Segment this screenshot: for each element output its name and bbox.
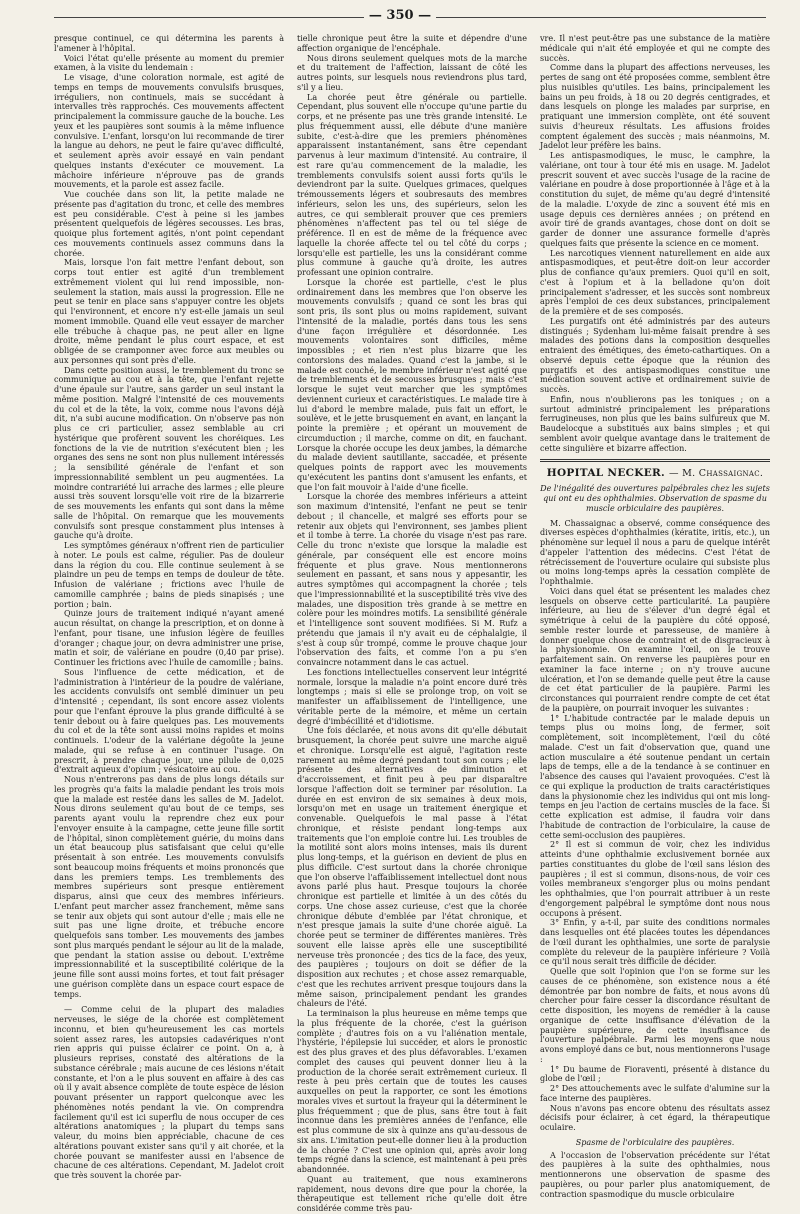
paragraph: Le visage, d'une coloration normale, est agité de temps en temps de mouvements convulsifs brusques, irréguliers, non continuels, mais se succédant à intervalles très rapprochés. Ces mouvements affectent principalement la commissure gauche de la bouche. Les yeux et les paupières sont soumis à la même influence convulsive. L'enfant, lorsqu'on lui recommande de tirer la langue au dehors, ne peut le faire qu'avec difficulté, et seulement après avoir essayé en vain pendant quelques instants d'exécuter ce mouvement. La mâchoire inférieure n'éprouve pas de grands mouvements, et la parole est assez facile. [54,73,284,190]
paragraph: 1° Du baume de Fioraventi, présenté à distance du globe de l'œil ; [540,1064,770,1084]
paragraph: M. Chassaignac a observé, comme conséquence des diverses espèces d'ophthalmies (kératite, iritis, etc.), un phénomène sur lequel il nous a paru de quelque intérêt d'appeler l'attention des médecins. C'est l'état de rétrécissement de l'ouverture oculaire qui subsiste plus ou moins long-temps après la cessation complète de l'ophthalmie. [540,518,770,586]
paragraph: Voici dans quel état se présentent les malades chez lesquels on observe cette particularité. La paupière inférieure, au lieu de s'élever d'un degré égal et symétrique à celui de la paupière du côté opposé, semble rester lourde et paresseuse, de manière à donner quelque chose de contraint et de disgracieux à la physionomie. On examine l'œil, on le trouve parfaitement sain. On renverse les paupières pour en examiner la face interne ; on n'y trouve aucune ulcération, et l'on se demande quelle peut être la cause de cet état particulier de la paupière. Parmi les circonstances qui pourraient rendre compte de cet état de la paupière, on pourrait invoquer les suivantes : [540,586,770,713]
paragraph: Quinze jours de traitement indiqué n'ayant amené aucun résultat, on change la prescription, et on donne à l'enfant, pour tisane, une infusion légère de feuilles d'oranger ; chaque jour, on devra administrer une prise, matin et soir, de valériane en poudre (0,40 par prise). Continuer les frictions avec l'huile de camomille ; bains. [54,609,284,667]
paragraph: Nous n'entrerons pas dans de plus longs détails sur les progrès qu'a faits la maladie pendant les trois mois que la malade est restée dans les salles de M. Jadelot. Nous dirons seulement qu'au bout de ce temps, ses parents ayant voulu la reprendre chez eux pour l'envoyer ensuite à la campagne, cette jeune fille sortit de l'hôpital, sinon complètement guérie, du moins dans un état beaucoup plus satisfaisant que celui qu'elle présentait à son entrée. Les mouvements convulsifs sont beaucoup moins fréquents et moins prononcés que dans les premiers temps. Les tremblements des membres supérieurs sont presque entièrement disparus, ainsi que ceux des membres inférieurs. L'enfant peut marcher assez franchement, même sans se tenir aux objets qui sont autour d'elle ; mais elle ne suit pas une ligne droite, et trébuche encore quelquefois sans tomber. Les mouvements des jambes sont plus marqués pendant le séjour au lit de la malade, que pendant la station assise ou debout. L'extrême impressionnabilité et la susceptibilité colérique de la jeune fille sont aussi moins fortes, et tout fait présager une guérison complète dans un espace court espace de temps. [54,775,284,999]
paragraph: — Comme celui de la plupart des maladies nerveuses, le siége de la chorée est complètement inconnu, et bien qu'heureusement les cas mortels soient assez rares, les autopsies cadavériques n'ont rien appris qui puisse éclairer ce point. On a, à plusieurs reprises, constaté des altérations de la substance cérébrale ; mais aucune de ces lésions n'était constante, et l'on a le plus souvent en affaire à des cas où il y avait absence complète de toute espèce de lésion pouvant présenter un rapport quelconque avec les phénomènes notés pendant la vie. On comprendra facilement qu'il est ici superflu de nous occuper de ces altérations anatomiques ; la plupart du temps sans valeur, du moins bien appréciable, chacune de ces altérations pouvant exister sans qu'il y ait chorée, et la chorée pouvant se manifester aussi en l'absence de chacune de ces altérations. Cependant, M. Jadelot croit que très souvent la chorée par- [54,1005,284,1180]
paragraph: Vue couchée dans son lit, la petite malade ne présente pas d'agitation du tronc, et celle des membres est peu considérable. C'est à peine si les jambes présentent quelquefois de légères secousses. Les bras, quoique plus fortement agités, n'ont point cependant ces mouvements continuels assez communs dans la chorée. [54,190,284,258]
paragraph: Quant au traitement, que nous examinerons rapidement, nous devons dire que pour la chorée, la thérapeutique est tellement riche qu'elle doit être considérée comme très pau- [297,1174,527,1213]
paragraph: Les antispasmodiques, le musc, le camphre, la valériane, ont tour à tour été mis en usage. M. Jadelot prescrit souvent et avec succès l'usage de la racine de valériane en poudre à dose proportionnée à l'âge et à la constitution du sujet, de même qu'au degré d'intensité de la maladie. L'oxyde de zinc a souvent été mis en usage depuis ces dernières années ; on prétend en avoir tiré de grands avantages, chose dont on doit se garder de donner une assurance formelle d'après quelques faits que présente la science en ce moment. [540,151,770,248]
paragraph: Nous n'avons pas encore obtenu des résultats assez décisifs pour éclairer, à cet égard, la thérapeutique oculaire. [540,1103,770,1132]
column-right [540,34,770,1199]
column-left [54,34,284,1180]
paragraph: Nous dirons seulement quelques mots de la marche et du traitement de l'affection, laissant de côté les autres points, sur lesquels nous reviendrons plus tard, s'il y a lieu. [297,53,527,92]
paragraph: Voici l'état qu'elle présente au moment du premier examen, à la visite du lendemain : [54,53,284,73]
header-rule-left [54,17,364,18]
paragraph: Les purgatifs ont été administrés par des auteurs distingués ; Sydenham lui-même faisait prendre à ses malades des potions dans la composition desquelles entraient des émétiques, des émeto-cathartiques. On a observé depuis cette époque que la réunion des purgatifs et des antispasmodiques constitue une médication souvent active et ordinairement suivie de succès. [540,316,770,394]
paragraph: Lorsque la chorée est partielle, c'est le plus ordinairement dans les membres que l'on observe les mouvements convulsifs ; quand ce sont les bras qui sont pris, ils sont plus ou moins rapidement, suivant l'intensité de la maladie, portés dans tous les sens d'une façon irrégulière et désordonnée. Les mouvements volontaires sont difficiles, même impossibles ; et rien n'est plus bizarre que les contorsions des malades. Quand c'est la jambe, si le malade est couché, le membre inférieur n'est agité que de tremblements et de secousses brusques ; mais c'est lorsque le sujet veut marcher que les symptômes deviennent curieux et caractéristiques. Le malade tire à lui d'abord le membre malade, puis fait un effort, le soulève, et le jette brusquement en avant, en lançant la pointe la première ; et opérant un mouvement de circumduction ; il marche, comme on dit, en fauchant. Lorsque la chorée occupe les deux jambes, la démarche du malade devient sautillante, saccadée, et présente quelques points de rapport avec les mouvements qu'exécutent les pantins dont s'amusent les enfants, et que l'on fait mouvoir à l'aide d'une ficelle. [297,277,527,492]
column-middle [297,34,527,1213]
paragraph: 1° L'habitude contractée par le malade depuis un temps plus ou moins long, de fermer, soit complètement, soit incomplètement, l'œil du côté malade. C'est un fait d'observation que, quand une action musculaire a été soutenue pendant un certain laps de temps, elle a de la tendance à se continuer en l'absence des causes qui l'avaient provoquées. C'est là ce qui explique la production de traits caractéristiques dans la physionomie chez les individus qui ont mis long-temps en jeu l'action de certains muscles de la face. Si cette explication est admise, il faudra voir dans l'habitude de contraction de l'orbiculaire, la cause de cette semi-occlusion des paupières. [540,713,770,840]
paragraph: vre. Il n'est peut-être pas une substance de la matière médicale qui n'ait été employée et qui ne compte des succès. [540,34,770,63]
paragraph: presque continuel, ce qui détermina les parents à l'amener à l'hôpital. [54,34,284,53]
paragraph: Mais, lorsque l'on fait mettre l'enfant debout, son corps tout entier est agité d'un tremblement extrêmement violent qui lui rend impossible, non-seulement la station, mais aussi la progression. Elle ne peut se tenir en place sans s'appuyer contre les objets qui l'environnent, et encore n'y est-elle jamais un seul moment immobile. Quand elle veut essayer de marcher elle trébuche à chaque pas, ne peut aller en ligne droite, même pendant le plus court espace, et est obligée de se cramponner avec force aux meubles ou aux personnes qui sont près d'elle. [54,258,284,365]
paragraph: Les symptômes généraux n'offrent rien de particulier à noter. Le pouls est calme, régulier. Pas de douleur dans la région du cou. Elle continue seulement à se plaindre un peu de temps en temps de douleur de tête. Infusion de valériane ; frictions avec l'huile de camomille camphrée ; bains de pieds sinapisés ; une portion ; bain. [54,541,284,609]
paragraph: La chorée peut être générale ou partielle. Cependant, plus souvent elle n'occupe qu'une partie du corps, et ne présente pas une très grande intensité. Le plus fréquemment aussi, elle débute d'une manière subite, c'est-à-dire que les premiers phénomènes apparaissent instantanément, sans être cependant parvenus à leur maximum d'intensité. Au contraire, il est rare qu'au commencement de la maladie, les tremblements convulsifs soient aussi forts qu'ils le deviendront par la suite. Quelques grimaces, quelques trémoussements légers et soubresauts des membres inférieurs, selon les uns, des supérieurs, selon les autres, ce qui semblerait prouver que ces premiers phénomènes n'affectent pas tel ou tel siége de préférence. Il en est de même de la fréquence avec laquelle la chorée affecte tel ou tel côté du corps ; lorsqu'elle est partielle, les uns la considérant comme plus commune à gauche qu'à droite, les autres professant une opinion contraire. [297,92,527,277]
page-number: — 350 — [368,8,432,23]
subheading: Spasme de l'orbiculaire des paupières. [575,1137,735,1147]
paragraph: Une fois déclarée, et nous avons dit qu'elle débutait brusquement, la chorée peut suivre une marche aiguë et chronique. Lorsqu'elle est aiguë, l'agitation reste rarement au même degré pendant tout son cours ; elle présente des alternatives de diminution et d'accroissement, et finit peu à peu par disparaître lorsque l'affection doit se terminer par résolution. La durée en est environ de six semaines à deux mois, lorsqu'on met en usage un traitement énergique et convenable. Quelquefois le mal passe à l'état chronique, et résiste pendant long-temps aux traitements que l'on emploie contre lui. Les troubles de la motilité sont alors moins intenses, mais ils durent plus long-temps, et la guérison en devient de plus en plus difficile. C'est surtout dans la chorée chronique que l'on observe l'affaiblissement intellectuel dont nous avons parlé plus haut. Presque toujours la chorée chronique est partielle et limitée à un des côtés du corps. Une chose assez curieuse, c'est que la chorée chronique débute d'emblée par l'état chronique, et n'est presque jamais la suite d'une chorée aiguë. La chorée peut se terminer de différentes manières. Très souvent elle laisse après elle une susceptibilité nerveuse très prononcée ; des tics de la face, des yeux, des paupières ; toujours on doit se défier de la disposition aux rechutes ; et chose assez remarquable, c'est que les rechutes arrivent presque toujours dans la même saison, principalement pendant les grandes chaleurs de l'été. [297,726,527,1009]
paragraph: Les fonctions intellectuelles conservent leur intégrité normale, lorsque la maladie n'a point encore duré très longtemps ; mais si elle se prolonge trop, on voit se manifester un affaiblissement de l'intelligence, une véritable perte de la mémoire, et même un certain degré d'imbécillité et d'idiotisme. [297,667,527,726]
paragraph: tielle chronique peut être la suite et dépendre d'une affection organique de l'encéphale. [297,34,527,53]
paragraph: 2° Il est si commun de voir, chez les individus atteints d'une ophthalmie exclusivement bornée aux parties constituantes du globe de l'œil sans lésion des paupières ; il est si commun, disons-nous, de voir ces voiles membraneux s'engorger plus ou moins pendant les ophthalmies, que l'on pourrait attribuer à un reste d'engorgement palpébral le symptôme dont nous nous occupons à présent. [540,840,770,918]
author-name: — M. Chassaignac. [668,468,764,480]
section-heading [540,467,770,480]
paragraph: Les narcotiques viennent naturellement en aide aux antispasmodiques, et peut-être doit-on leur accorder plus de confiance qu'aux premiers. Quoi qu'il en soit, c'est à l'opium et à la belladone qu'on doit principalement s'adresser, et les succès sont nombreux après l'emploi de ces deux substances, principalement de la première et de ses composés. [540,248,770,316]
paragraph: 3° Enfin, y a-t-il, par suite des conditions normales dans lesquelles ont été placées toutes les dépendances de l'œil durant les ophthalmies, une sorte de paralysie complète du releveur de la paupière inférieure ? Voilà ce qu'il nous serait très difficile de décider. [540,918,770,967]
paragraph: Comme dans la plupart des affections nerveuses, les pertes de sang ont été proposées comme, semblent être plus nuisibles qu'utiles. Les bains, principalement les bains un peu froids, à 18 ou 20 degrés centigrades, et dans lesquels on plonge les malades par surprise, en pratiquant une immersion complète, ont été souvent suivis d'heureux résultats. Les affusions froides comptent également des succès ; mais néanmoins, M. Jadelot leur préfère les bains. [540,63,770,151]
page-header [0,6,800,28]
paragraph: Enfin, nous n'oublierons pas les toniques ; on a surtout administré principalement les préparations ferrugineuses, non plus que les bains sulfureux que M. Baudelocque a substitués aux bains simples ; et qui semblent avoir quelque avantage dans le traitement de cette singulière et bizarre affection. [540,394,770,453]
section-divider [540,459,770,462]
paragraph: La terminaison la plus heureuse en même temps que la plus fréquente de la chorée, c'est la guérison complète ; d'autres fois on a vu l'aliénation mentale, l'hystérie, l'épilepsie lui succéder, et alors le pronostic est des plus graves et des plus défavorables. L'examen complet des causes qui peuvent donner lieu à la production de la chorée serait extrêmement curieux. Il reste à peu près certain que de toutes les causes auxquelles on peut la rapporter, ce sont les émotions morales vives et surtout la frayeur qui la déterminent le plus fréquemment ; que de plus, sans être tout à fait inconnue dans les premières années de l'enfance, elle est plus commune de six à quinze ans qu'au-dessous de six ans. L'imitation peut-elle donner lieu à la production de la chorée ? C'est une opinion qui, après avoir long temps régné dans la science, est maintenant à peu près abandonnée. [297,1009,527,1174]
article-title: De l'inégalité des ouvertures palpébrales chez les sujets qui ont eu des ophthalmies. Observation de spasme du muscle orbiculaire des paupières. [540,484,770,513]
header-rule-right [436,17,766,18]
hospital-name: HOPITAL NECKER. [546,467,666,480]
paragraph: Lorsque la chorée des membres inférieurs a atteint son maximum d'intensité, l'enfant ne peut se tenir debout ; il chancelle, et malgré ses efforts pour se retenir aux objets qui l'environnent, ses jambes plient et il tombe à terre. La chorée du visage n'est pas rare. Celle du tronc n'existe que lorsque la maladie est générale, par conséquent elle est encore moins fréquente et plus grave. Nous mentionnerons seulement en passant, et sans nous y appesantir, les autres symptômes qui accompagnent la chorée ; tels que l'impressionnabilité et la susceptibilité très vive des malades, une disposition très grande à se mettre en colère pour les moindres motifs. La sensibilité générale et l'intelligence sont souvent modifiées. Si M. Rufz a prétendu que jamais il n'y avait eu de céphalalgie, il s'est à coup sûr trompé, comme le prouve chaque jour l'observation des faits, et comme l'on a pu s'en convaincre notamment dans le cas actuel. [297,492,527,667]
paragraph: Dans cette position aussi, le tremblement du tronc se communique au cou et à la tête, que l'enfant rejette d'une épaule sur l'autre, sans garder un seul instant la même position. Malgré l'intensité de ces mouvements du col et de la tête, la voix, comme nous l'avons déjà dit, n'a subi aucune modification. On n'observe pas non plus ce cri particulier, assez semblable au cri hystérique que profèrent souvent les choréiques. Les fonctions de la vie de nutrition s'exécutent bien ; les organes des sens ne sont non plus nullement intéressés ; la sensibilité générale de l'enfant et son impressionnabilité semblent un peu augmentées. La moindre contrariété lui arrache des larmes ; elle pleure aussi très souvent lorsqu'elle voit rire de la bizarrerie de ses mouvements les enfants qui sont dans la même salle de l'hôpital. On remarque que les mouvements convulsifs sont presque constamment plus intenses à gauche qu'à droite. [54,365,284,541]
paragraph: Sous l'influence de cette médication, et de l'administration à l'intérieur de la poudre de valériane, les accidents convulsifs ont semblé diminuer un peu d'intensité ; cependant, ils sont encore assez violents pour que l'enfant éprouve la plus grande difficulté à se tenir debout ou à faire quelques pas. Les mouvements du col et de la tête sont aussi moins rapides et moins continuels. L'odeur de la valériane dégoûte la jeune malade, qui se refuse à en continuer l'usage. On prescrit, à prendre chaque jour, une pilule de 0,025 d'extrait aqueux d'opium ; vésicatoire au cou. [54,667,284,775]
paragraph: Quelle que soit l'opinion que l'on se forme sur les causes de ce phénomène, son existence nous a été démontrée par bon nombre de faits, et nous avons dû chercher pour faire cesser la discordance résultant de cette disposition, les moyens de remédier à la cause organique de cette insuffisance d'élévation de la paupière supérieure, de cette insuffisance de l'ouverture palpébrale. Parmi les moyens que nous avons employé dans ce but, nous mentionnerons l'usage : [540,967,770,1064]
paragraph: A l'occasion de l'observation précédente sur l'état des paupières à la suite des ophthalmies, nous mentionnerons une observation de spasme des paupières, ou pour parler plus anatomiquement, de contraction spasmodique du muscle orbiculaire [540,1150,770,1199]
paragraph: 2° Des attouchements avec le sulfate d'alumine sur la face interne des paupières. [540,1084,770,1103]
